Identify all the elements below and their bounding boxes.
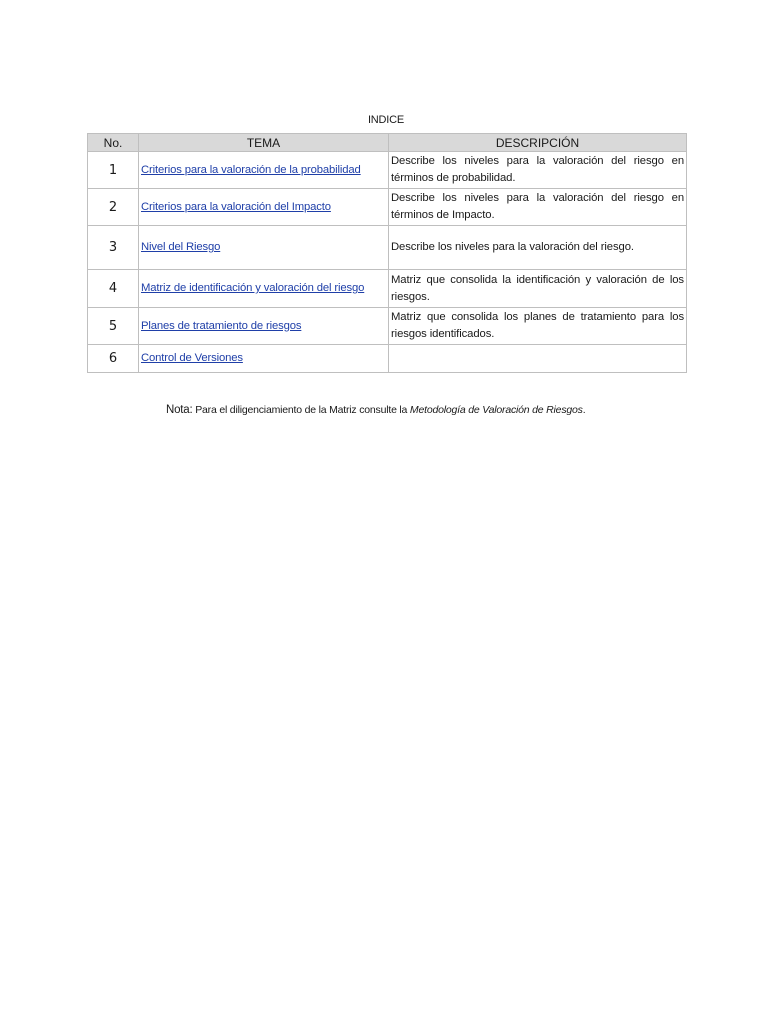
row-description: Matriz que consolida los planes de tratamiento para los riesgos identificados. (389, 308, 687, 345)
table-row (88, 189, 687, 226)
header-no: No. (88, 134, 139, 152)
table-row (88, 270, 687, 308)
header-descripcion: DESCRIPCIÓN (389, 134, 687, 152)
tema-link-control-versiones[interactable]: Control de Versiones (141, 352, 243, 364)
note-end: . (582, 404, 586, 416)
row-description: Matriz que consolida la identificación y valoración de los riesgos. (389, 270, 687, 308)
note (166, 404, 585, 416)
row-number: 5 (88, 308, 139, 345)
tema-link-impacto[interactable]: Criterios para la valoración del Impacto (141, 200, 331, 213)
note-label: Nota: (166, 404, 193, 416)
row-number: 1 (88, 152, 139, 189)
row-description: Describe los niveles para la valoración del riesgo en términos de probabilidad. (389, 152, 687, 189)
index-title: INDICE (367, 114, 405, 126)
table-row (88, 226, 687, 270)
header-tema: TEMA (139, 134, 389, 152)
table-row (88, 345, 687, 373)
table-row (88, 308, 687, 345)
row-number: 4 (88, 270, 139, 308)
table-header-row (88, 134, 687, 152)
index-table (87, 133, 687, 373)
tema-link-probabilidad[interactable]: Criterios para la valoración de la probabilidad (141, 163, 361, 176)
row-description: Describe los niveles para la valoración del riesgo. (389, 226, 687, 270)
row-number: 3 (88, 226, 139, 270)
tema-link-matriz-identificacion[interactable]: Matriz de identificación y valoración del riesgo (141, 282, 365, 294)
note-text: Para el diligenciamiento de la Matriz consulte la (195, 404, 408, 416)
table-row (88, 152, 687, 189)
tema-link-planes-tratamiento[interactable]: Planes de tratamiento de riesgos (141, 319, 302, 332)
row-description (389, 345, 687, 373)
row-number: 2 (88, 189, 139, 226)
row-description: Describe los niveles para la valoración del riesgo en términos de Impacto. (389, 189, 687, 226)
tema-link-nivel-riesgo[interactable]: Nivel del Riesgo (141, 241, 221, 253)
note-reference: Metodología de Valoración de Riesgos (409, 404, 583, 416)
row-number: 6 (88, 345, 139, 373)
